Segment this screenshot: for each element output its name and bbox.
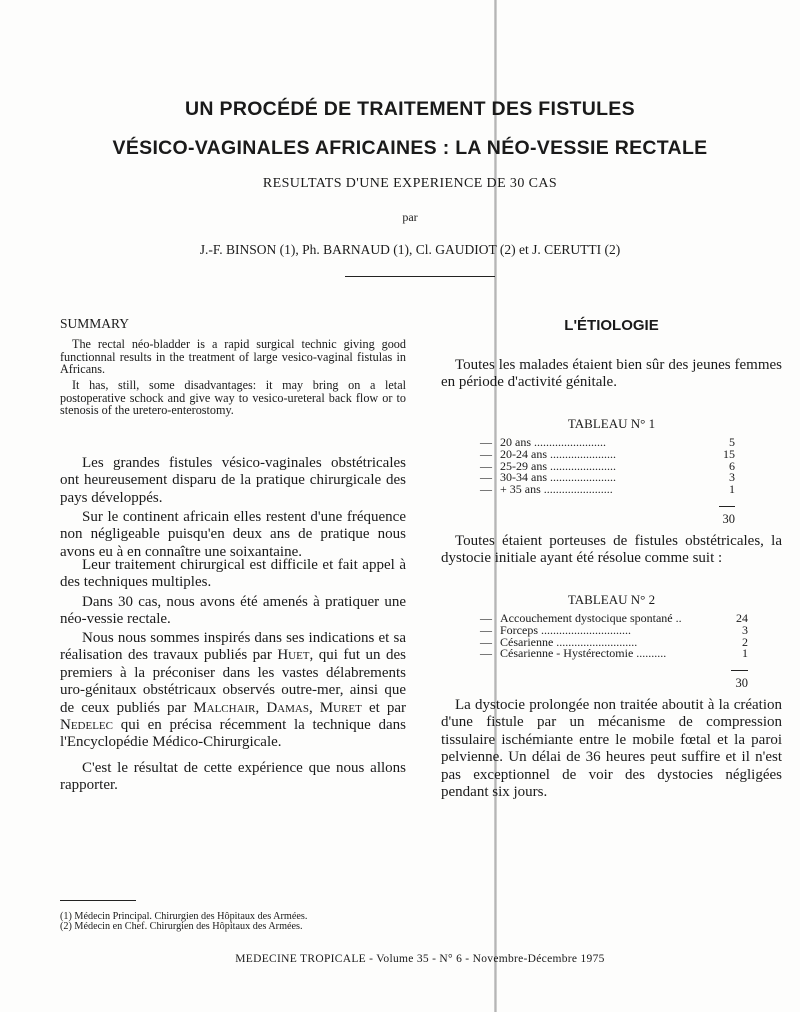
tableau-2-title: TABLEAU N° 2: [567, 592, 656, 607]
tableau-2-total: 30: [735, 676, 748, 690]
footnote-rule: [60, 900, 136, 901]
authors: J.-F. BINSON (1), Ph. BARNAUD (1), Cl. GAUDIOT (2) et J. CERUTTI (2): [199, 242, 621, 257]
footnote-1: (1) Médecin Principal. Chirurgien des Hôpitaux des Armées.: [60, 911, 308, 922]
tableau-2-total-rule: [731, 670, 748, 671]
subtitle: RESULTATS D'UNE EXPERIENCE DE 30 CAS: [262, 176, 558, 191]
table-row: — 30-34 ans ...................... 3: [480, 470, 735, 485]
footnote-2: (2) Médecin en Chef. Chirurgien des Hôpitaux des Armées.: [60, 921, 303, 932]
left-paragraph-6: C'est le résultat de cette expérience que nous allons rapporter.: [60, 760, 406, 794]
table-row: — 20 ans ........................ 5: [480, 435, 735, 449]
left-paragraph-2: Sur le continent africain elles restent d'une fréquence non négligeable puisqu'en deux ans de pratique nous avons eu à en connaître une soixantaine.: [60, 509, 406, 560]
summary-paragraph-1: The rectal néo-bladder is a rapid surgical technic giving good functionnal results in the treatment of large vesico-vaginal fistulas in Africans.: [60, 337, 406, 377]
header-rule: [345, 276, 495, 277]
author-ref-damas: Damas: [266, 699, 309, 716]
table-row: — Forceps .............................. 3: [480, 622, 748, 637]
left-paragraph-5: Nous nous sommes inspirés dans ses indications et sa réalisation des travaux publiés par Huet, qui fut un des premiers à la préconiser dans les vastes délabrements uro-génitaux obstétricaux observés outre-mer, ainsi que de ceux publiés par Malchair, Damas, Muret et par Nedelec qui en précisa récemment la technique dans l'Encyclopédie Médico-Chirurgicale.: [60, 630, 407, 751]
table-row: — + 35 ans ....................... 1: [480, 482, 735, 497]
summary-heading: SUMMARY: [60, 316, 130, 331]
right-paragraph-1: Toutes les malades étaient bien sûr des jeunes femmes en période d'activité génitale.: [441, 357, 782, 391]
left-paragraph-4: Dans 30 cas, nous avons été amenés à pratiquer une néo-vessie rectale.: [60, 594, 406, 628]
par-label: par: [402, 210, 418, 224]
summary-paragraph-2: It has, still, some disadvantages: it may bring on a letal postoperative schock and give way to vesico-ureteral back flow or to stenosis of the uretero-enterostomy.: [60, 378, 406, 418]
etiologie-heading: L'ÉTIOLOGIE: [564, 317, 659, 334]
tableau-1: [480, 437, 735, 496]
left-paragraph-3: Leur traitement chirurgical est difficile et fait appel à des techniques multiples.: [60, 557, 406, 591]
table-row: — 20-24 ans ...................... 15: [480, 446, 735, 461]
table-row: — 25-29 ans ...................... 6: [480, 458, 735, 473]
tableau-1-title: TABLEAU N° 1: [567, 416, 656, 431]
table-row: — Césarienne - Hystérectomie .......... 1: [480, 646, 748, 661]
author-ref-huet: Huet: [277, 647, 310, 664]
tableau-1-total: 30: [722, 512, 735, 526]
table-row: — Césarienne ........................... 2: [480, 634, 748, 649]
author-ref-muret: Muret: [319, 699, 362, 716]
right-paragraph-2: Toutes étaient porteuses de fistules obstétricales, la dystocie initiale ayant été résolue comme suit :: [441, 533, 782, 567]
title-line-2: VÉSICO-VAGINALES AFRICAINES : LA NÉO-VESSIE RECTALE: [112, 137, 708, 159]
journal-footer: MEDECINE TROPICALE - Volume 35 - N° 6 - Novembre-Décembre 1975: [235, 953, 605, 965]
author-ref-nedelec: Nedelec: [60, 717, 113, 734]
left-paragraph-1: Les grandes fistules vésico-vaginales obstétricales ont heureusement disparu de la pratique chirurgicale des pays développés.: [60, 455, 406, 506]
title-line-1: UN PROCÉDÉ DE TRAITEMENT DES FISTULES: [185, 98, 635, 120]
tableau-2: [480, 613, 748, 660]
author-ref-malchair: Malchair: [193, 699, 256, 716]
table-row: — Accouchement dystocique spontané .. 24: [480, 611, 748, 625]
tableau-1-total-rule: [719, 506, 735, 507]
right-paragraph-3: La dystocie prolongée non traitée aboutit à la création d'une fistule par un mécanisme de compression tissulaire ischémiante entre le mobile fœtal et la paroi pelvienne. Un délai de 36 heures peut suffire et il n'est pas exceptionnel de voir des dystocies négligées pendant six jours.: [441, 697, 782, 801]
